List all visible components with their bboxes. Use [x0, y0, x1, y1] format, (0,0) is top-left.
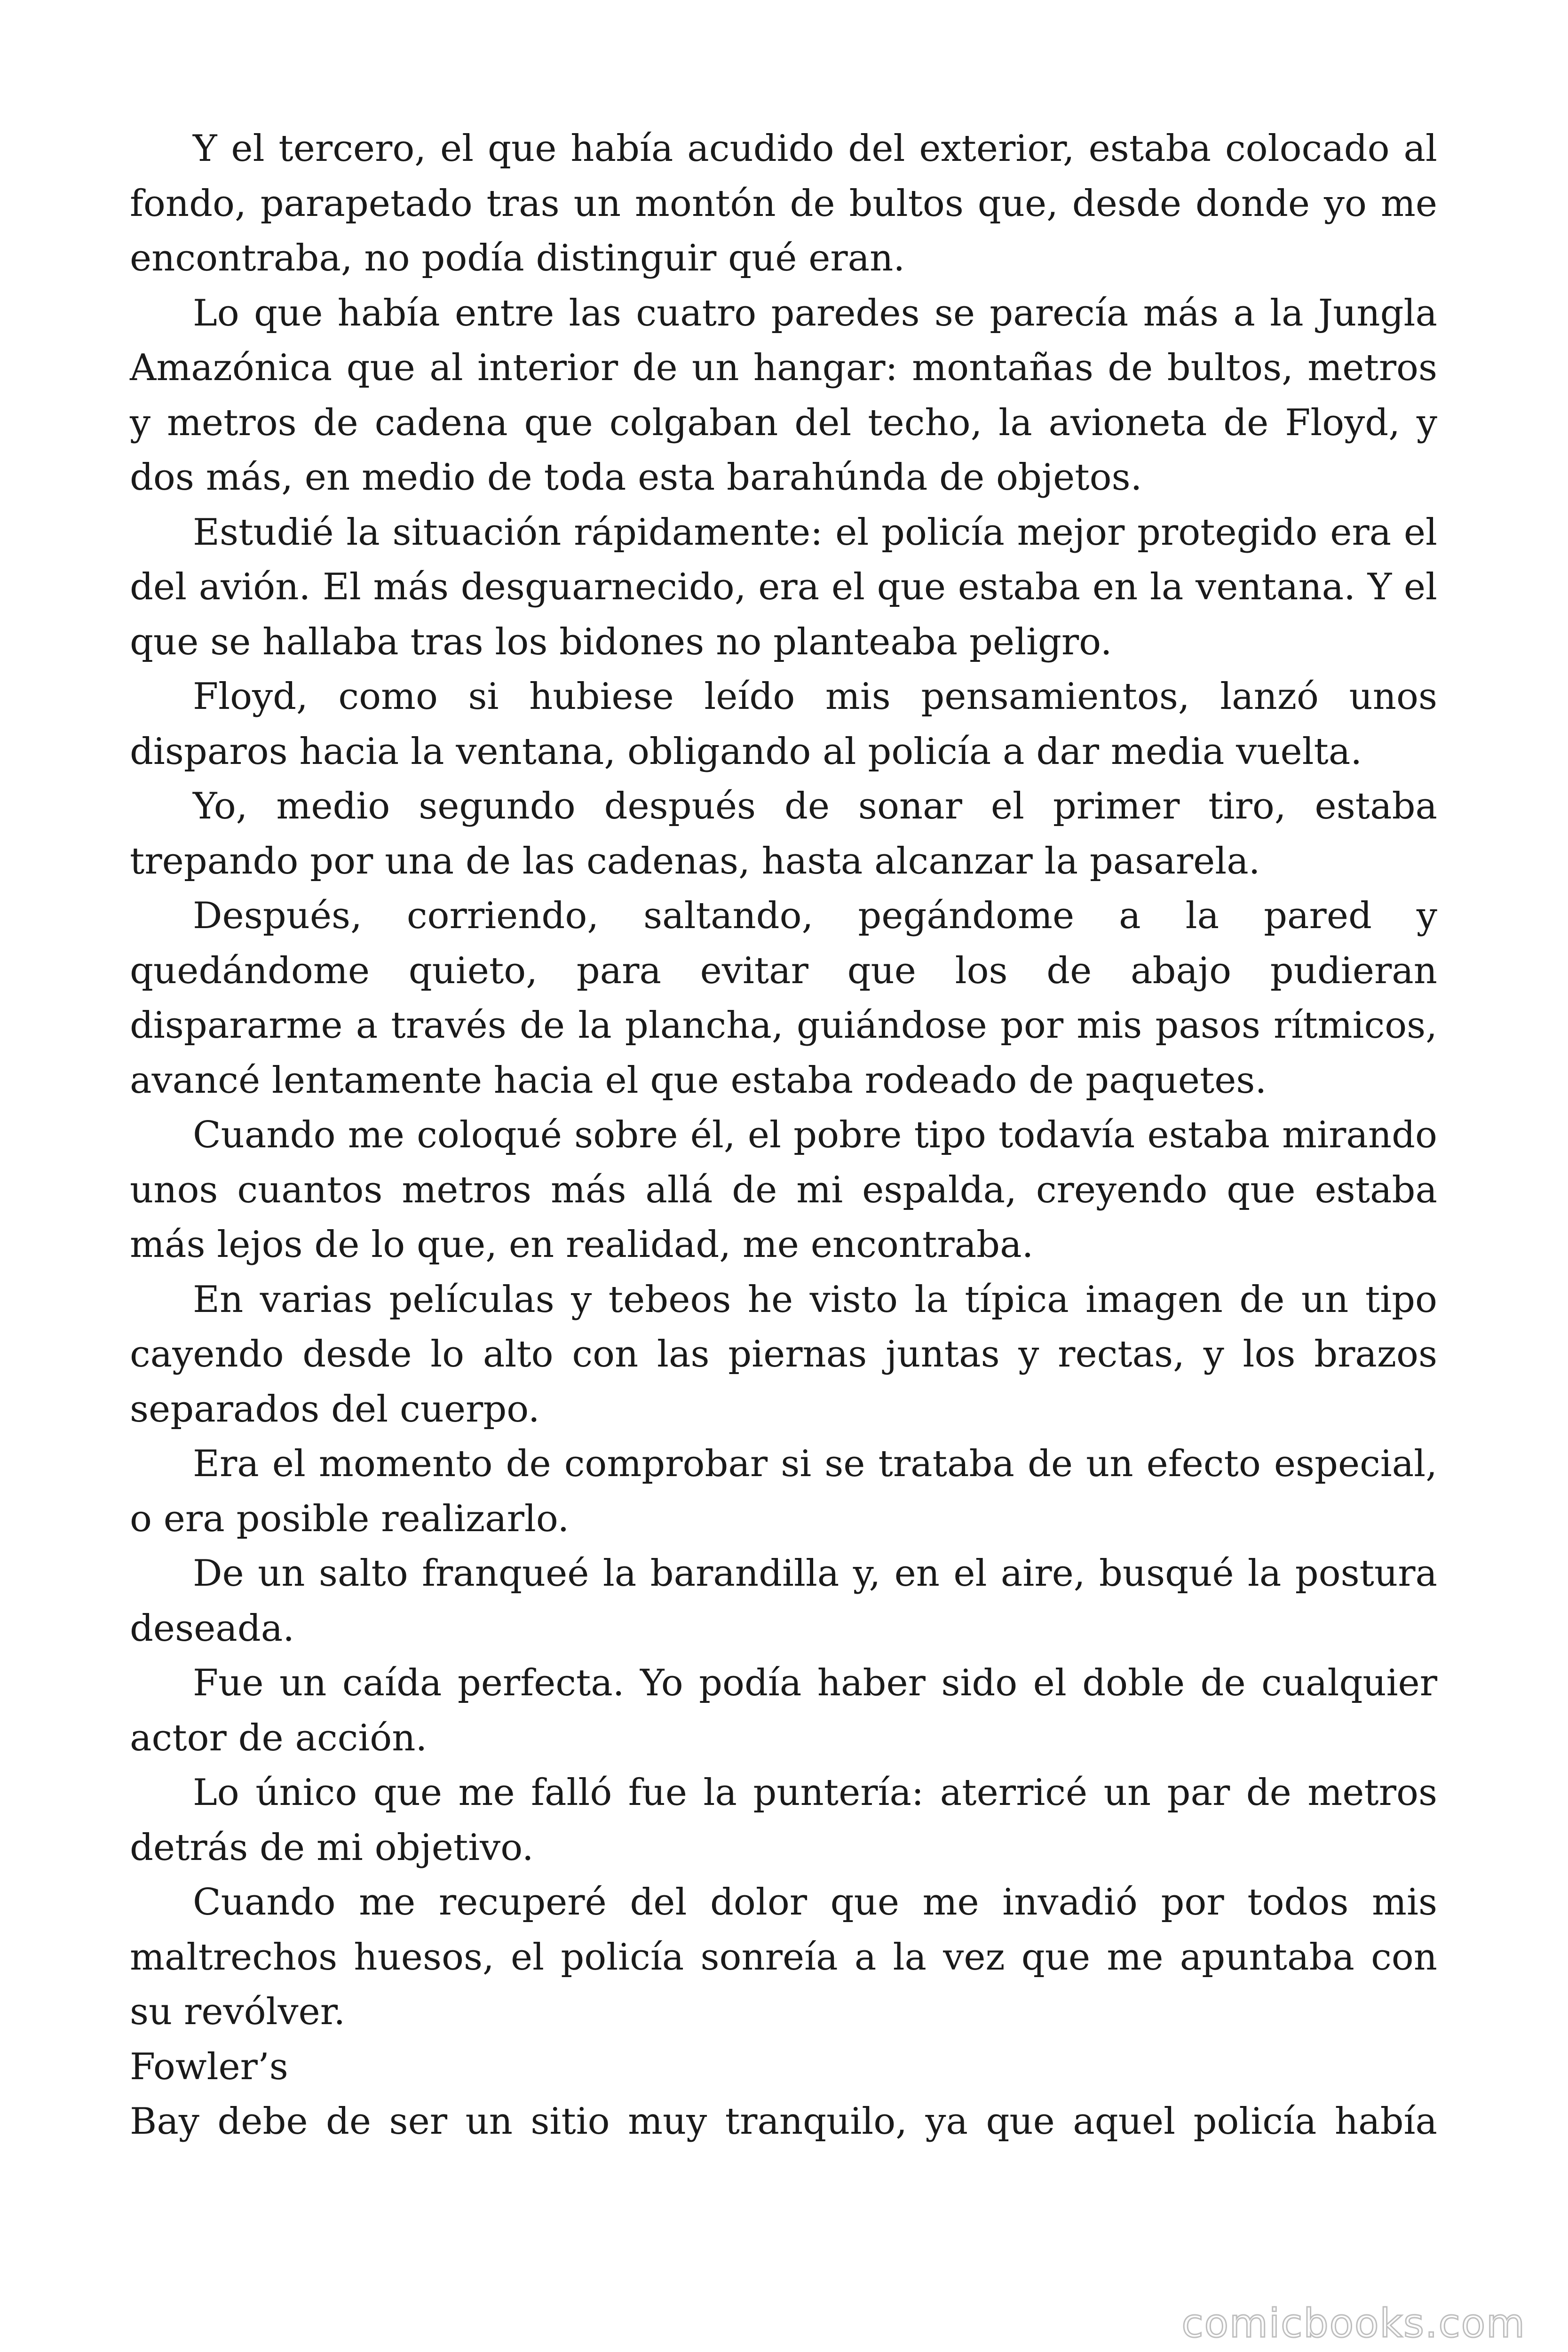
paragraph: Y el tercero, el que había acudido del exterior, estaba colocado al fondo, parapetado tras un montón de bultos que, desde donde yo me encontraba, no podía distinguir qué eran. [130, 127, 1437, 279]
paragraph: Fowler’s [130, 2045, 288, 2088]
paragraph-last-line: Bay debe de ser un sitio muy tranquilo, ya que aquel policía había [130, 2100, 1437, 2143]
paragraph: Cuando me recuperé del dolor que me invadió por todos mis maltrechos huesos, el policía sonreía a la vez que me apuntaba con su revólver. [130, 1881, 1437, 2033]
paragraph: Después, corriendo, saltando, pegándome a la pared y quedándome quieto, para evitar que los de abajo pudieran dispararme a través de la plancha, guiándose por mis pasos rítmicos, avancé lentamente hacia el que estaba rodeado de paquetes. [130, 895, 1437, 1102]
watermark-logo: comicbooks.com [1181, 2300, 1526, 2346]
paragraph: En varias películas y tebeos he visto la típica imagen de un tipo cayendo desde lo alto con las piernas juntas y rectas, y los brazos separados del cuerpo. [130, 1278, 1437, 1430]
paragraph: Cuando me coloqué sobre él, el pobre tipo todavía estaba mirando unos cuantos metros más allá de mi espalda, creyendo que estaba más lejos de lo que, en realidad, me encontraba. [130, 1114, 1437, 1266]
paragraph: Lo que había entre las cuatro paredes se parecía más a la Jungla Amazónica que al interior de un hangar: montañas de bultos, metros y metros de cadena que colgaban del techo, la avioneta de Floyd, y dos más, en medio de toda esta barahúnda de objetos. [130, 292, 1437, 499]
paragraph: Floyd, como si hubiese leído mis pensamientos, lanzó unos disparos hacia la ventana, obligando al policía a dar media vuelta. [130, 675, 1437, 773]
paragraph: Estudié la situación rápidamente: el policía mejor protegido era el del avión. El más desguarnecido, era el que estaba en la ventana. Y el que se hallaba tras los bidones no planteaba peligro. [130, 511, 1437, 663]
paragraph: De un salto franqueé la barandilla y, en el aire, busqué la postura deseada. [130, 1552, 1437, 1650]
body-text [130, 121, 1437, 2149]
paragraph: Yo, medio segundo después de sonar el primer tiro, estaba trepando por una de las cadenas, hasta alcanzar la pasarela. [130, 785, 1437, 882]
paragraph: Era el momento de comprobar si se trataba de un efecto especial, o era posible realizarlo. [130, 1443, 1437, 1540]
paragraph: Lo único que me falló fue la puntería: aterricé un par de metros detrás de mi objetivo. [130, 1772, 1437, 1869]
paragraph: Fue un caída perfecta. Yo podía haber sido el doble de cualquier actor de acción. [130, 1662, 1437, 1759]
